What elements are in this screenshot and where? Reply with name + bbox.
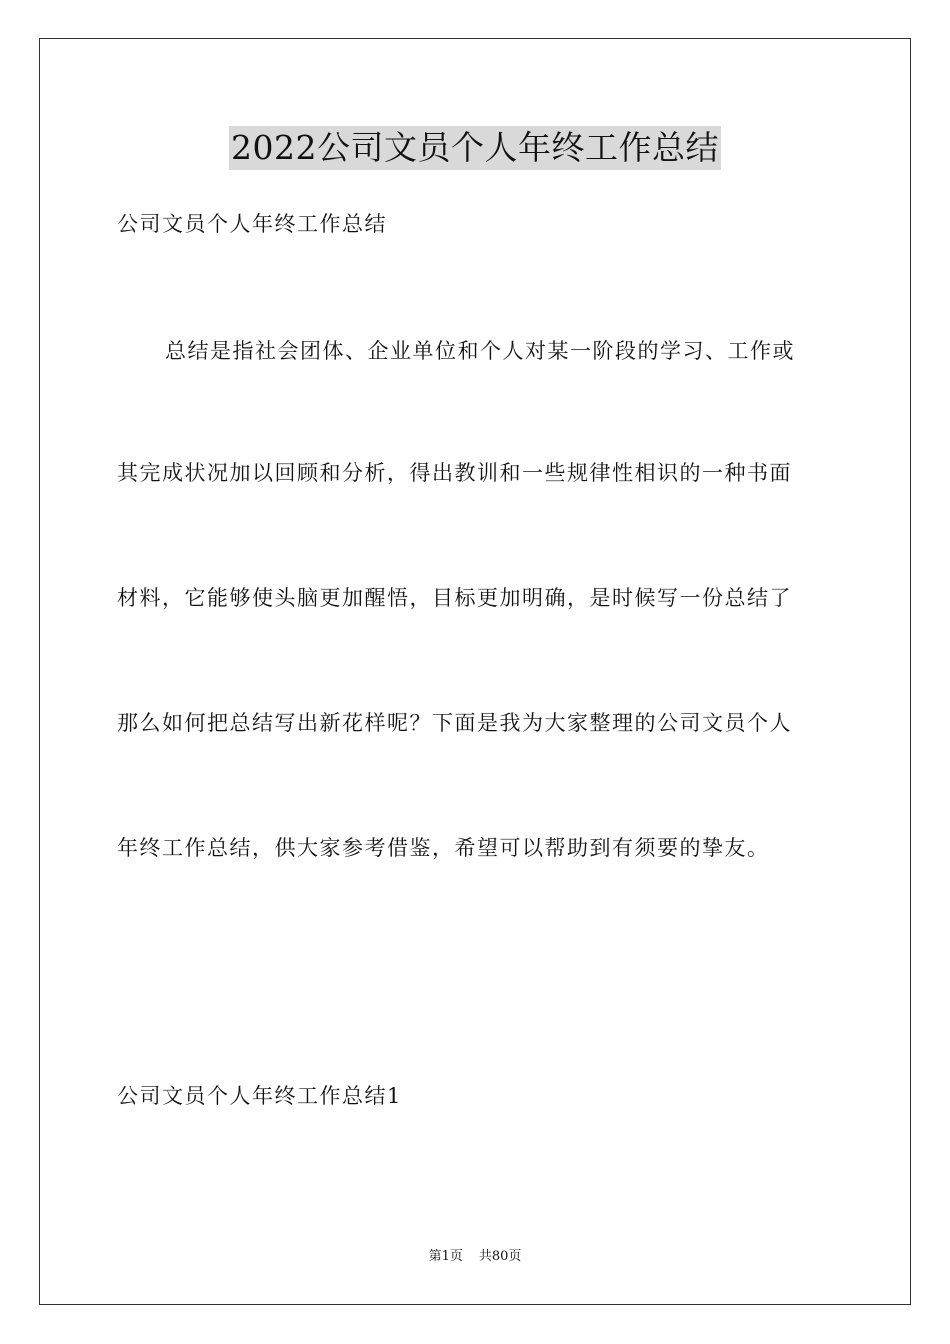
- page-footer: [0, 1248, 950, 1266]
- page-number: 第1页: [428, 1249, 463, 1264]
- paragraph-line-1: 总结是指社会团体、企业单位和个人对某一阶段的学习、工作或: [165, 339, 795, 363]
- paragraph-line-4: 那么如何把总结写出新花样呢？下面是我为大家整理的公司文员个人: [117, 711, 792, 735]
- paragraph-line-3: 材料，它能够使头脑更加醒悟，目标更加明确，是时候写一份总结了: [117, 586, 792, 610]
- paragraph-line-2: 其完成状况加以回顾和分析，得出教训和一些规律性相识的一种书面: [117, 461, 792, 485]
- document-title: 2022公司文员个人年终工作总结: [229, 126, 721, 170]
- document-subtitle: 公司文员个人年终工作总结: [117, 212, 387, 236]
- title-container: [0, 126, 950, 170]
- paragraph-line-5: 年终工作总结，供大家参考借鉴，希望可以帮助到有须要的挚友。: [117, 836, 770, 860]
- page-total: 共80页: [478, 1249, 522, 1264]
- section-heading: 公司文员个人年终工作总结1: [117, 1084, 402, 1108]
